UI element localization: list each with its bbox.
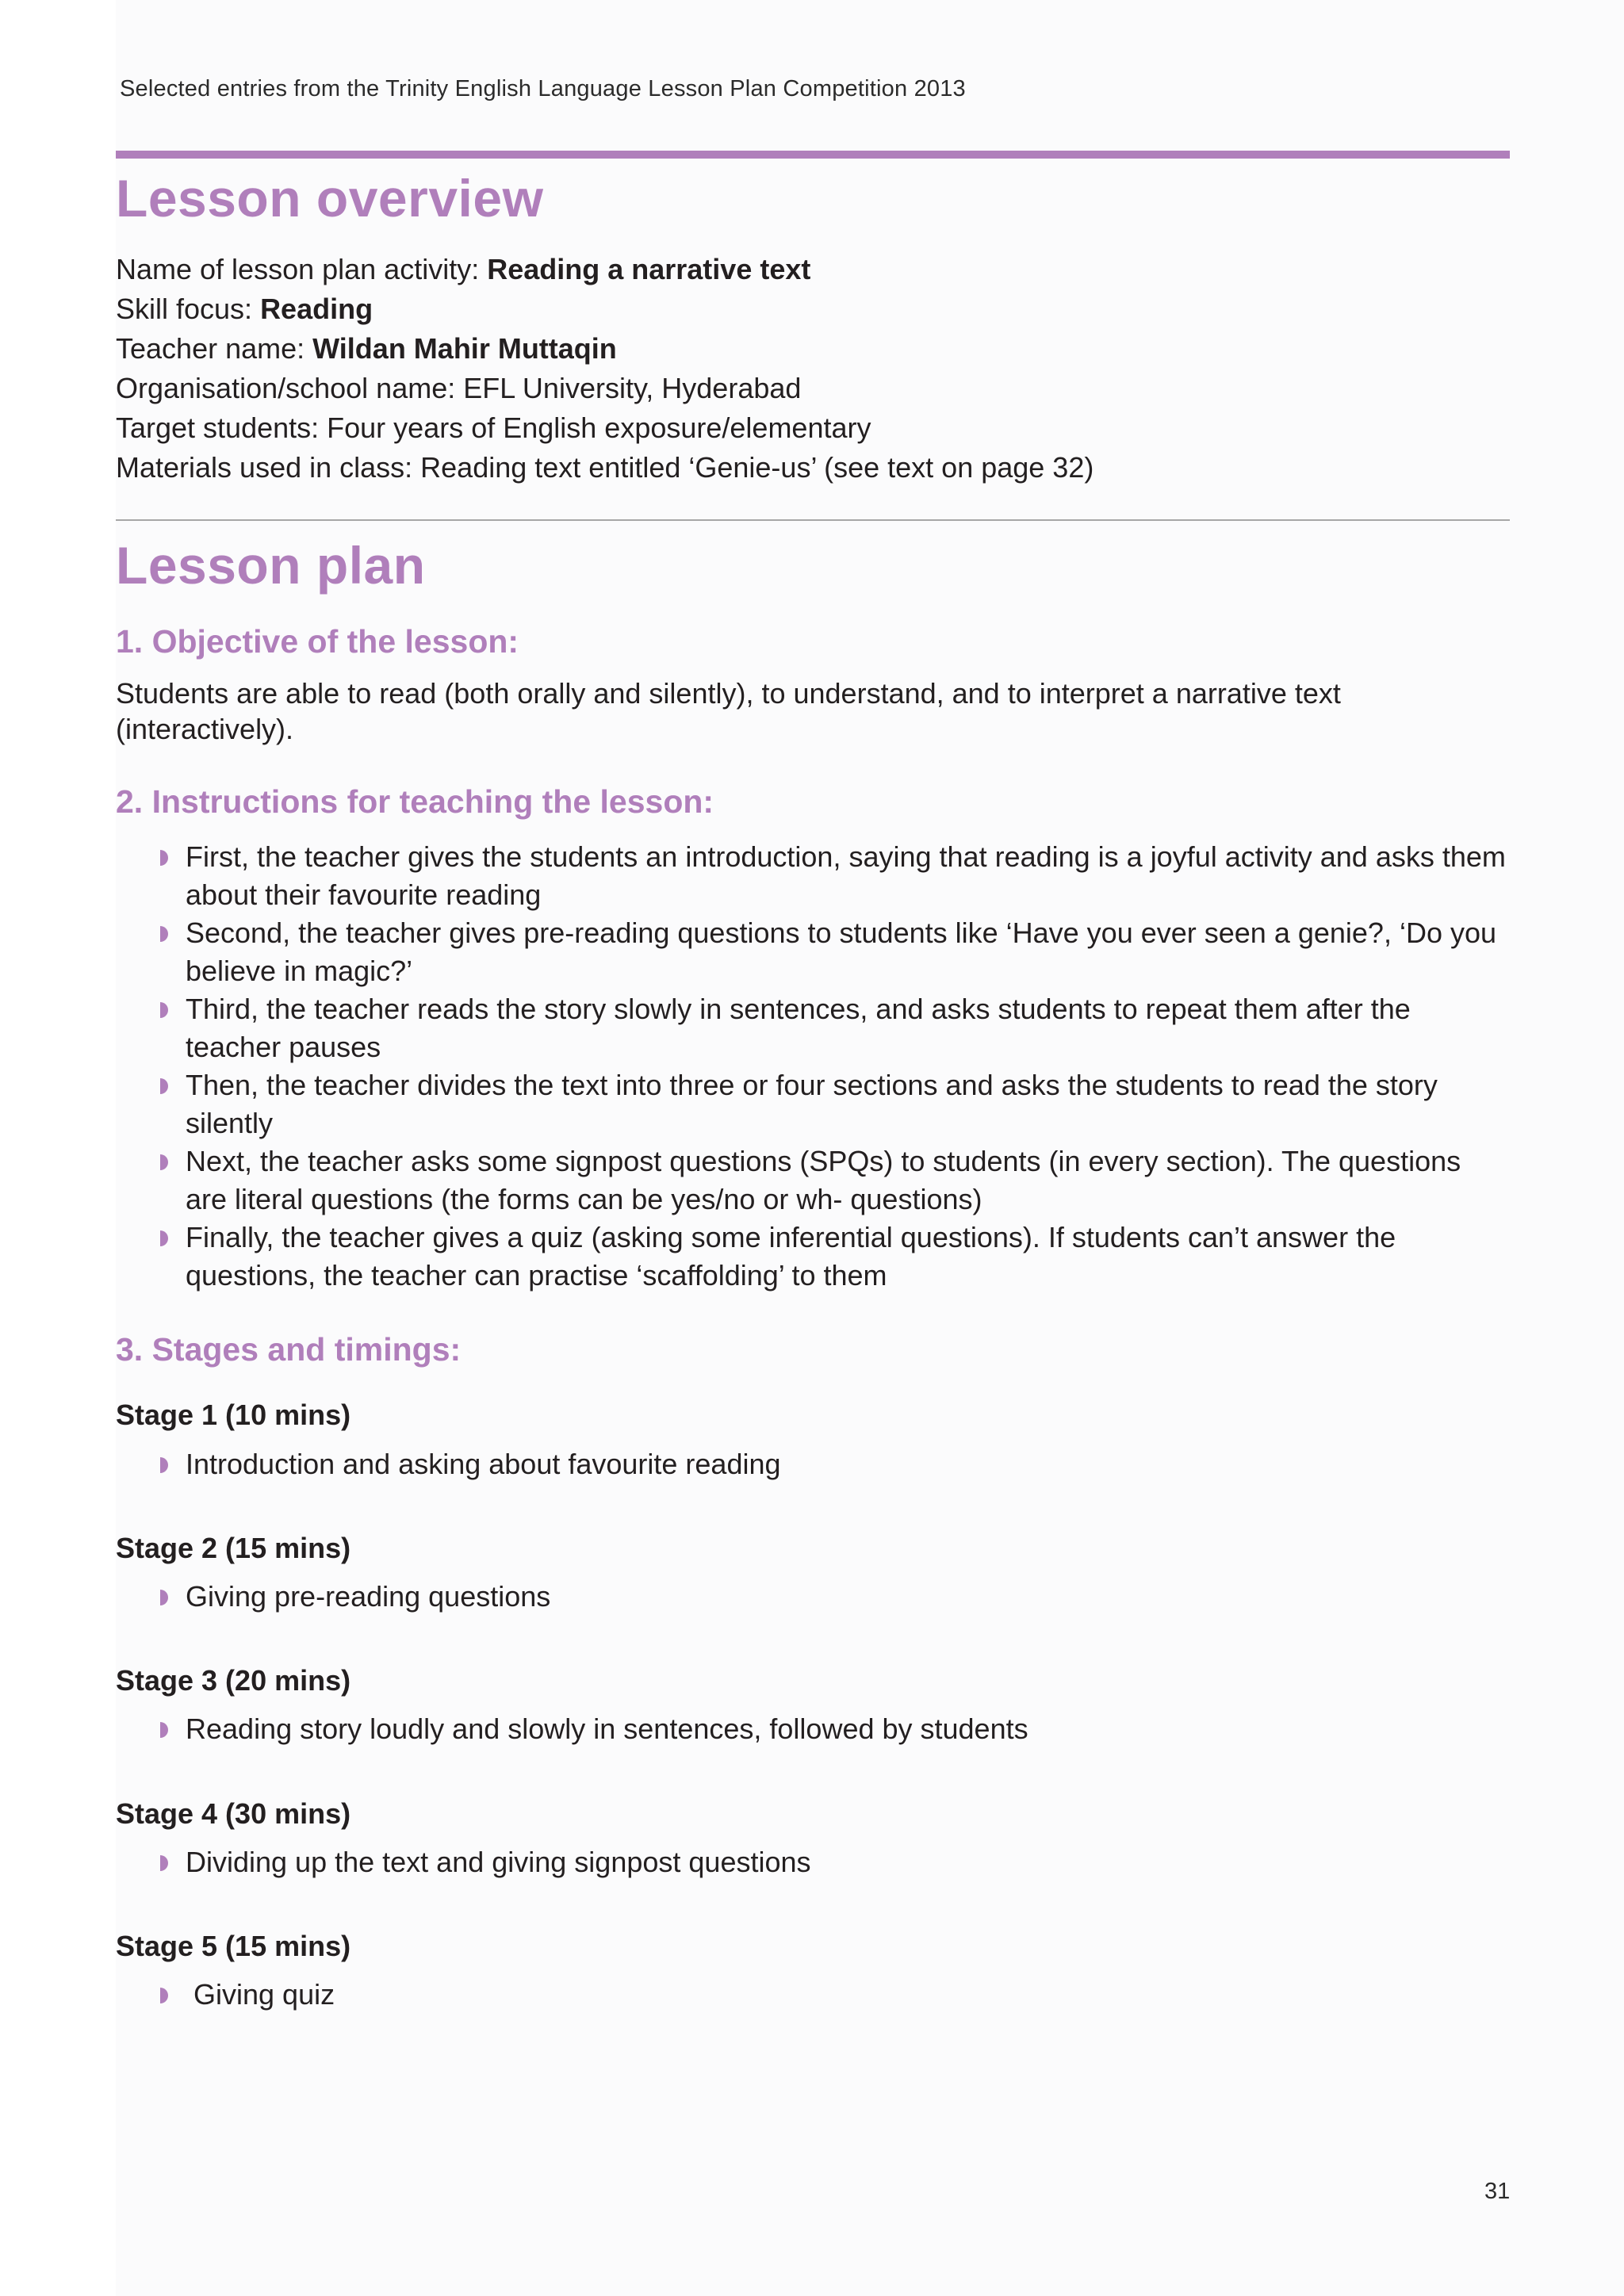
bullet-icon [160,1988,168,2003]
list-item: Third, the teacher reads the story slowly in sentences, and asks students to repeat them after the teacher pauses [160,990,1508,1066]
overview-row-skill: Skill focus: Reading [116,293,373,325]
overview-row-students: Target students: Four years of English exposure/elementary [116,411,871,444]
stage-2-item: Giving pre-reading questions [160,1578,550,1616]
stage-3-title: Stage 3 (20 mins) [116,1664,351,1697]
instructions-list [160,838,1508,1295]
instructions-heading: 2. Instructions for teaching the lesson: [116,783,714,820]
overview-row-activity: Name of lesson plan activity: Reading a narrative text [116,253,811,285]
stage-1-title: Stage 1 (10 mins) [116,1399,351,1431]
list-item: Finally, the teacher gives a quiz (asking some inferential questions). If students can’t answer the questions, the teacher can practise ‘scaffolding’ to them [160,1219,1508,1295]
stage-3-item: Reading story loudly and slowly in sentences, followed by students [160,1710,1028,1748]
overview-row-school: Organisation/school name: EFL University, Hyderabad [116,372,802,404]
bullet-icon [160,1078,168,1094]
section-divider [116,519,1510,521]
lesson-plan-heading: Lesson plan [116,536,426,595]
list-item: Second, the teacher gives pre-reading questions to students like ‘Have you ever seen a genie?, ‘Do you believe in magic?’ [160,914,1508,990]
stage-4-title: Stage 4 (30 mins) [116,1797,351,1830]
stage-2-title: Stage 2 (15 mins) [116,1532,351,1564]
bullet-icon [160,1457,168,1473]
bullet-icon [160,1855,168,1871]
list-item: Next, the teacher asks some signpost questions (SPQs) to students (in every section). The questions are literal questions (the forms can be yes/no or wh- questions) [160,1142,1508,1219]
bullet-icon [160,850,168,866]
overview-row-materials: Materials used in class: Reading text entitled ‘Genie-us’ (see text on page 32) [116,451,1094,484]
bullet-icon [160,1590,168,1605]
stage-1-item: Introduction and asking about favourite reading [160,1445,781,1483]
overview-row-teacher: Teacher name: Wildan Mahir Muttaqin [116,332,617,365]
bullet-icon [160,1002,168,1018]
objective-heading: 1. Objective of the lesson: [116,623,519,660]
stage-5-title: Stage 5 (15 mins) [116,1930,351,1962]
page-number: 31 [1484,2179,1511,2204]
objective-text: Students are able to read (both orally and silently), to understand, and to interpret a narrative text (interactively). [116,677,1341,745]
bullet-icon [160,926,168,942]
stages-heading: 3. Stages and timings: [116,1331,462,1368]
bullet-icon [160,1230,168,1246]
running-header: Selected entries from the Trinity English Language Lesson Plan Competition 2013 [120,76,966,101]
stage-4-item: Dividing up the text and giving signpost questions [160,1843,811,1881]
bullet-icon [160,1722,168,1738]
lesson-overview-heading: Lesson overview [116,169,544,228]
bullet-icon [160,1154,168,1170]
list-item: Then, the teacher divides the text into three or four sections and asks the students to read the story silently [160,1066,1508,1142]
overview-block [116,250,1511,488]
stage-5-item: Giving quiz [160,1976,335,2014]
list-item: First, the teacher gives the students an introduction, saying that reading is a joyful activity and asks them about their favourite reading [160,838,1508,914]
header-rule [116,151,1510,159]
